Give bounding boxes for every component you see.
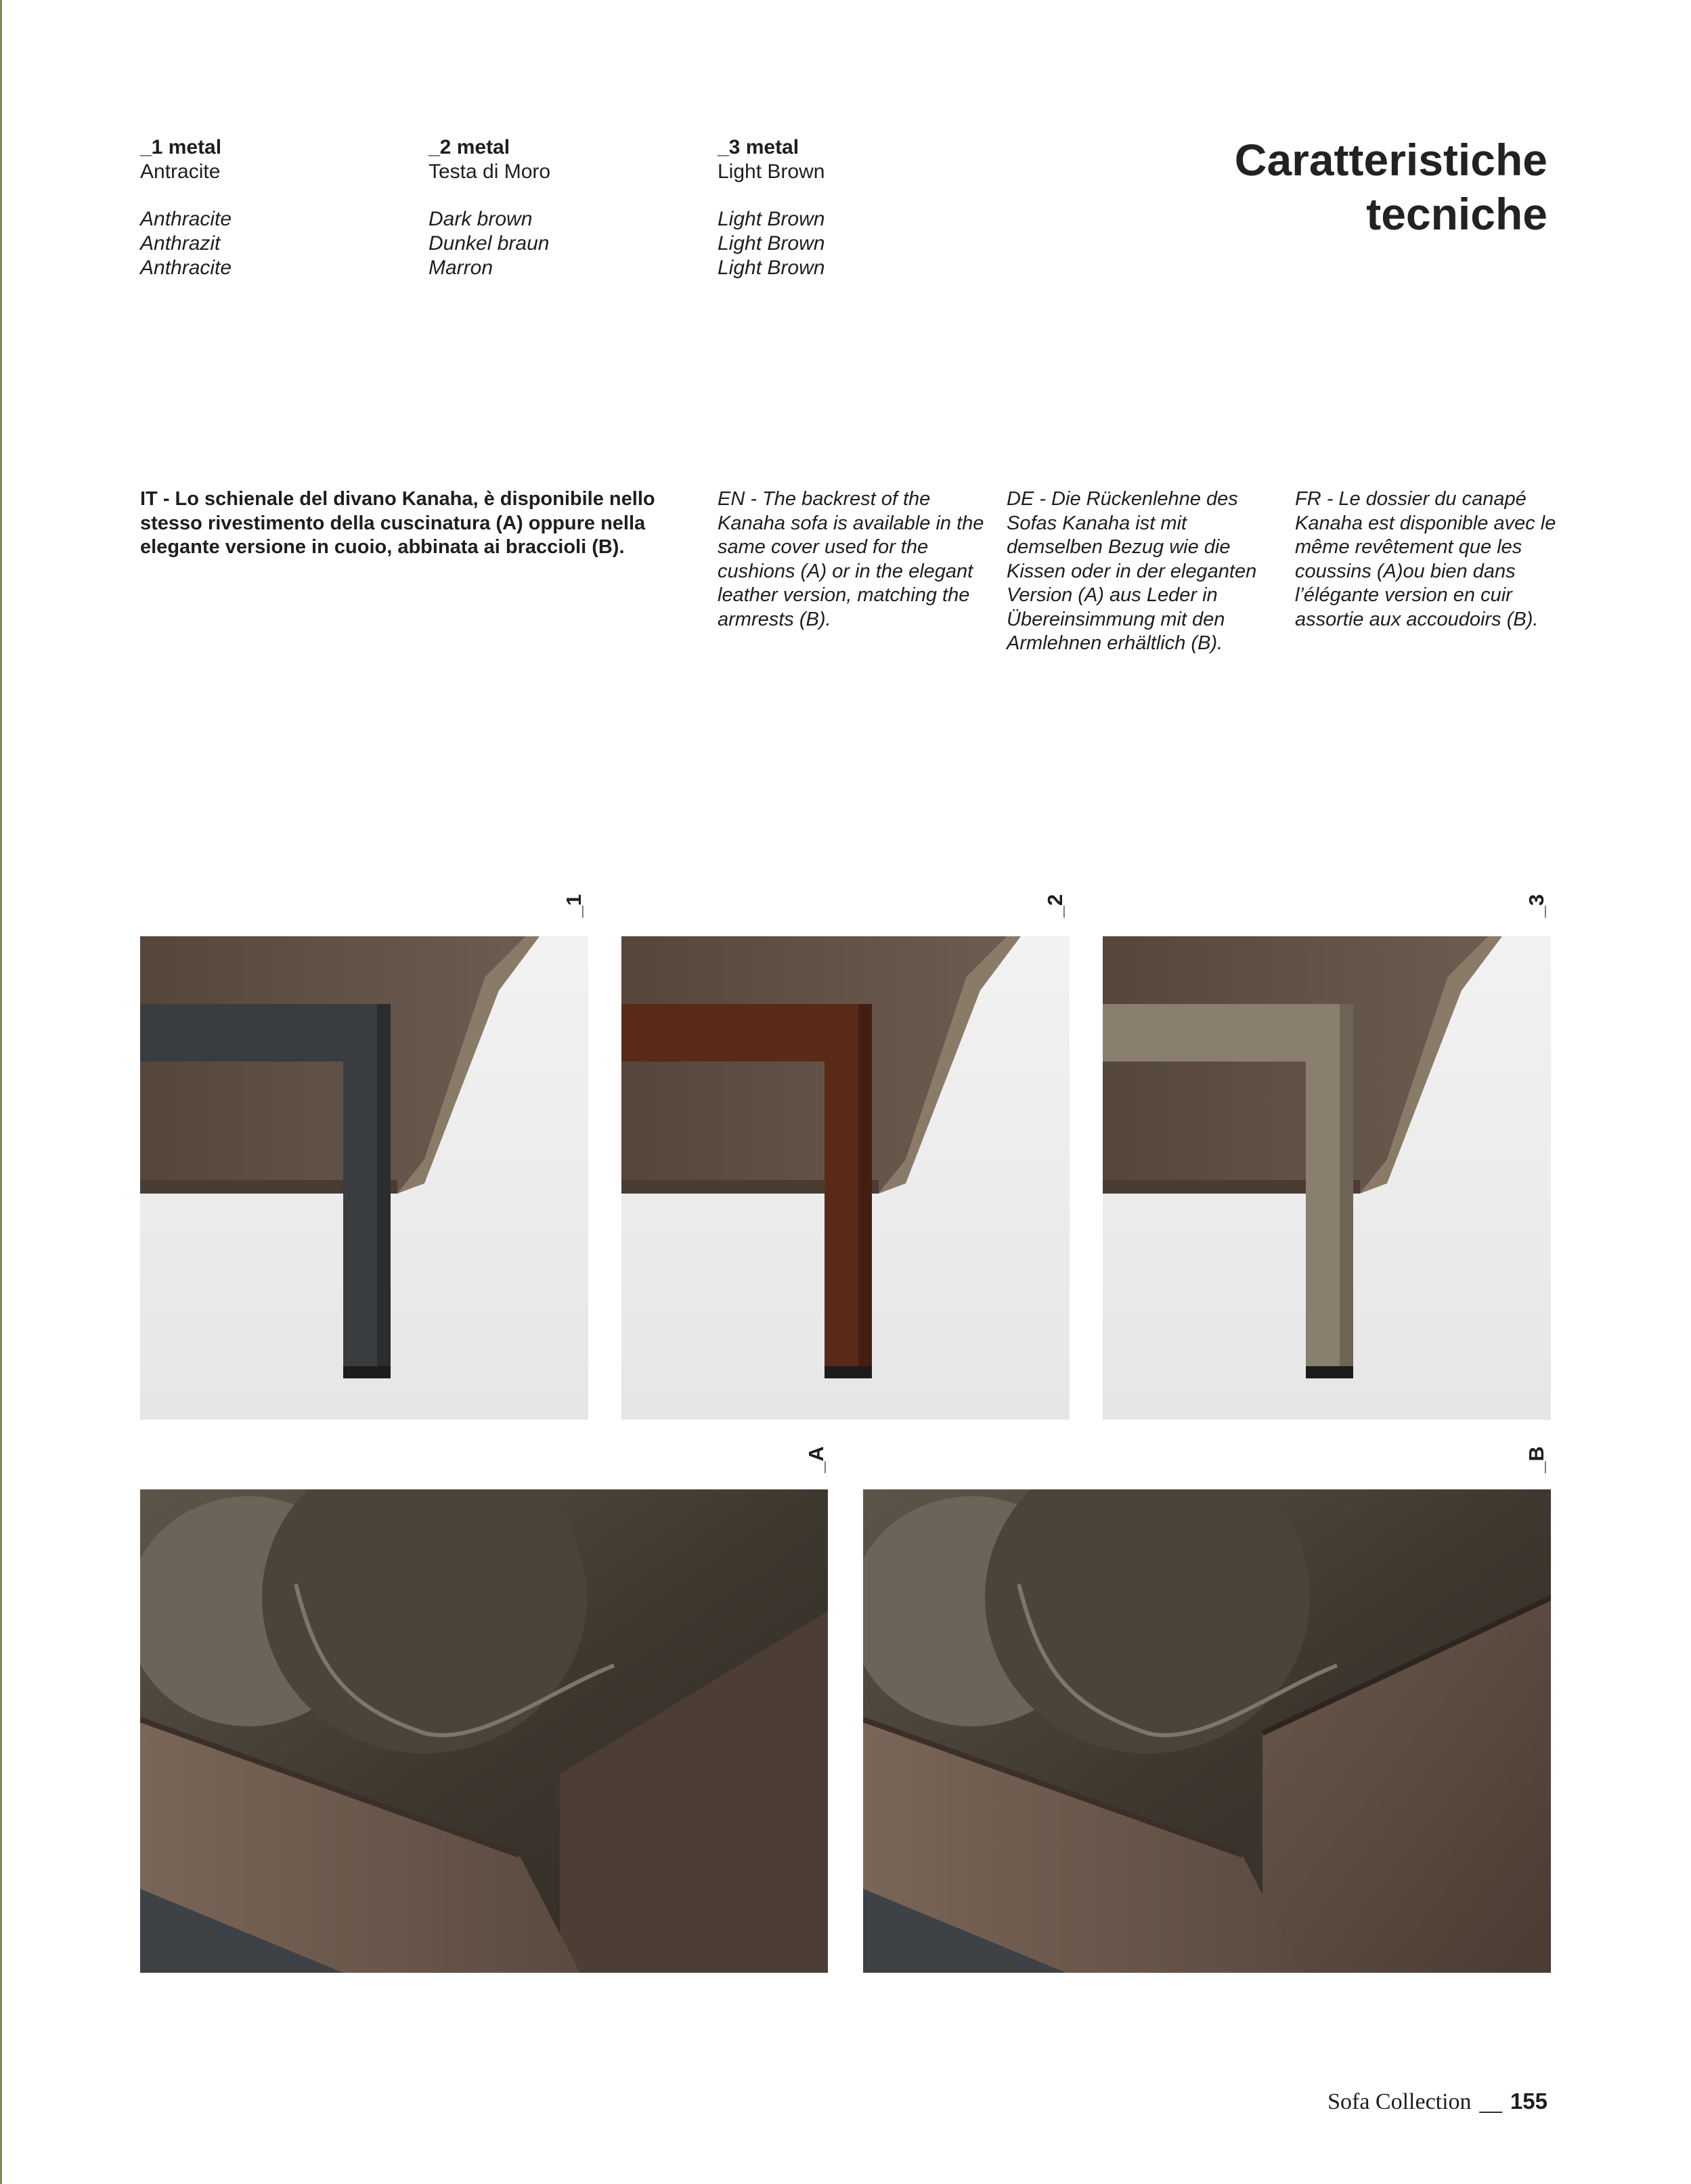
- backrest-photo-a: [140, 1489, 828, 1973]
- description-de: DE - Die Rückenlehne des Sofas Kanaha ist mit demselben Bezug wie die Kissen oder in der eleganten Version (A) aus Leder in Übereinsimmung mit den Armlehnen erhältlich (B).: [1007, 488, 1257, 654]
- page-footer: [1327, 2089, 1547, 2115]
- description-fr: FR - Le dossier du canapé Kanaha est disponible avec le même revêtement que les coussins (A)ou bien dans l’élégante version en cuir assortie aux accoudoirs (B).: [1295, 488, 1556, 630]
- photo-label-2: _2: [1043, 894, 1067, 918]
- finish-name-fr: Anthracite: [140, 257, 232, 279]
- finish-name-de: Dunkel braun: [429, 232, 550, 255]
- photo-label-a: _A: [804, 1446, 828, 1473]
- finish-name-en: Anthracite: [140, 208, 232, 230]
- finish-column-1: [140, 135, 424, 280]
- description-en: EN - The backrest of the Kanaha sofa is available in the same cover used for the cushions (A) or in the elegant leather version, matching the armrests (B).: [718, 488, 984, 630]
- finish-name-de: Anthrazit: [140, 232, 221, 255]
- finish-name-en: Light Brown: [718, 208, 825, 230]
- backrest-photo-b: [863, 1489, 1551, 1973]
- photo-label-1: _1: [562, 894, 586, 918]
- finish-code: _1 metal: [140, 136, 222, 158]
- finish-name-de: Light Brown: [718, 232, 825, 255]
- finish-code: _3 metal: [718, 136, 799, 158]
- page-title-line-1: Caratteristiche: [1234, 135, 1547, 185]
- metal-finish-photo-1: [140, 936, 588, 1420]
- page-number: 155: [1510, 2089, 1547, 2114]
- description-it: IT - Lo schienale del divano Kanaha, è disponibile nello stesso rivestimento della cuscinatura (A) oppure nella elegante versione in cuoio, abbinata ai braccioli (B).: [140, 488, 655, 558]
- metal-finish-photo-3: [1103, 936, 1551, 1420]
- page-title: [1235, 133, 1547, 241]
- finish-name-fr: Light Brown: [718, 257, 825, 279]
- finish-column-3: [718, 135, 1002, 280]
- footer-collection: Sofa Collection: [1327, 2089, 1472, 2114]
- footer-separator: __: [1479, 2091, 1502, 2114]
- photo-label-b: _B: [1524, 1446, 1548, 1473]
- finish-name-fr: Marron: [429, 257, 493, 279]
- page-title-line-2: tecniche: [1366, 189, 1547, 239]
- metal-finish-photo-2: [621, 936, 1070, 1420]
- finish-code: _2 metal: [429, 136, 510, 158]
- photo-label-3: _3: [1524, 894, 1548, 918]
- finish-column-2: [429, 135, 713, 280]
- finish-name-en: Dark brown: [429, 208, 533, 230]
- page-edge-line: [0, 0, 2, 2184]
- finish-name-it: Antracite: [140, 160, 221, 183]
- finish-name-it: Testa di Moro: [429, 160, 551, 183]
- finish-name-it: Light Brown: [718, 160, 825, 183]
